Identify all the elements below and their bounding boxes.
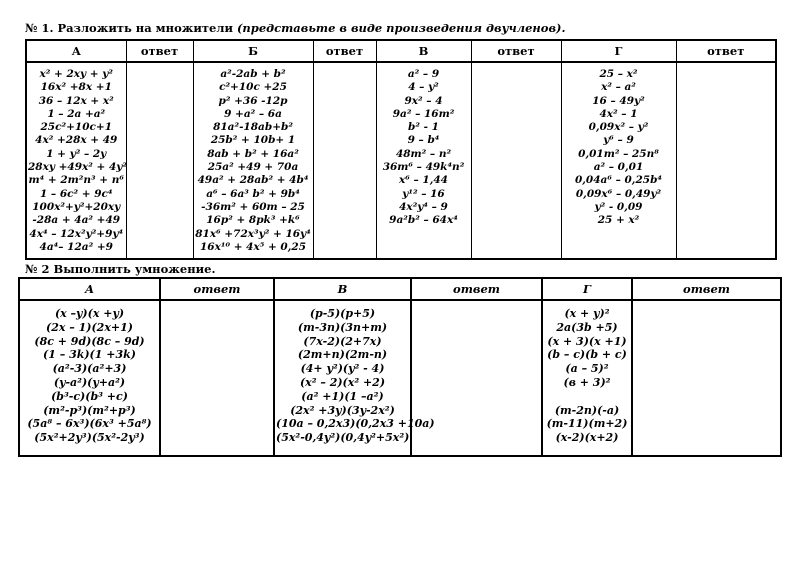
expression-line: m⁴ + 2m²n³ + n⁶ xyxy=(28,174,124,187)
expression-line: (a² +1)(1 –a²) xyxy=(301,389,384,403)
table1-answer-cell-b xyxy=(313,62,376,259)
table1-header-v: В xyxy=(376,40,471,62)
table2-header-a: А xyxy=(19,278,160,300)
expression-line: (p-5)(p+5) xyxy=(309,307,376,320)
expression-line: 4x² +28x + 49 xyxy=(35,134,118,147)
expression-line: 81x⁶ +72x³y² + 16y⁴ xyxy=(195,227,311,240)
table1-header-answer-b: ответ xyxy=(313,40,376,62)
table1-header-a: А xyxy=(26,40,126,62)
expression-line: (a²-3)(a²+3) xyxy=(52,362,127,376)
expression-line: 9a²b² – 64x⁴ xyxy=(389,214,458,227)
expression-line: 9a² – 16m² xyxy=(392,107,455,120)
expression-line: y¹² – 16 xyxy=(402,187,445,200)
expression-line: (8c + 9d)(8c – 9d) xyxy=(34,334,145,348)
expression-line: (a – 5)² xyxy=(565,362,609,376)
expression-line: 81a²-18ab+b² xyxy=(213,121,293,134)
expression-line: 28xy +49x² + 4y² xyxy=(28,161,128,174)
table2-header-v: В xyxy=(274,278,411,300)
expression-line: x⁶ – 1,44 xyxy=(399,174,448,187)
expression-line: b² - 1 xyxy=(408,121,439,134)
expression-line: 0,09x² – y² xyxy=(588,121,649,134)
expression-line: p² +36 -12p xyxy=(218,94,288,107)
expression-line: (2x² +3y)(3y-2x²) xyxy=(290,403,395,417)
table2-header-answer-a: ответ xyxy=(160,278,274,300)
table1-cell-a xyxy=(26,62,126,259)
expression-line: 16x² +8x +1 xyxy=(40,81,112,94)
expression-line: (в + 3)² xyxy=(563,375,611,389)
expression-line: 1 – 2a +a² xyxy=(47,107,106,120)
expression-line: 1 – 6c² + 9c⁴ xyxy=(39,187,113,200)
expression-line: 4x⁴ – 12x²y²+9y⁴ xyxy=(29,227,124,240)
table1-header-row xyxy=(26,40,776,62)
table2-answer-cell-v xyxy=(411,300,542,456)
expression-line: 25a² +49 + 70a xyxy=(207,161,299,174)
table1-cell-b xyxy=(193,62,313,259)
expression-line: (x –y)(x +y) xyxy=(54,307,125,320)
table2-cell-v xyxy=(274,300,435,456)
expression-line: 2a(3b +5) xyxy=(556,320,618,334)
table1-cell-v xyxy=(376,62,471,259)
exercise1-table xyxy=(25,39,777,260)
table1-header-g: Г xyxy=(561,40,676,62)
expression-line: (m-3n)(3n+m) xyxy=(297,320,388,334)
expression-line: 9 +a² – 6a xyxy=(224,107,282,120)
expression-line: 9x² – 4 xyxy=(404,94,443,107)
expression-line: 16p² + 8pk³ +k⁶ xyxy=(206,214,300,227)
expression-line: 4x² – 1 xyxy=(599,107,638,120)
expression-line: 100x²+y²+20xy xyxy=(32,200,121,213)
table2-header-answer-g: ответ xyxy=(632,278,781,300)
expression-line: 0,09x⁶ – 0,49y² xyxy=(575,187,662,200)
expression-line: -28a + 4a² +49 xyxy=(32,214,121,227)
table1-answer-cell-v xyxy=(471,62,561,259)
expression-line: (5a⁸ – 6x³)(6x³ +5a⁸) xyxy=(27,417,152,431)
table2-body-row xyxy=(19,300,781,456)
expression-line: -36m² + 60m – 25 xyxy=(201,200,305,213)
expression-line: (y-a²)(y+a²) xyxy=(53,375,126,389)
table1-header-answer-g: ответ xyxy=(676,40,776,62)
expression-line: 36 – 12x + x² xyxy=(38,94,114,107)
expression-line: 4x²y⁴ – 9 xyxy=(399,200,448,213)
expression-line: y² - 0,09 xyxy=(594,200,643,213)
expression-line: 1 + y² – 2y xyxy=(46,147,107,160)
table1-answer-cell-a xyxy=(126,62,193,259)
table1-header-b: Б xyxy=(193,40,313,62)
expression-line: 0,04a⁶ – 0,25b⁴ xyxy=(574,174,663,187)
expression-line: x² – a² xyxy=(601,81,636,94)
expression-line: (m-11)(m+2) xyxy=(546,417,628,431)
expression-line: 4a⁴– 12a² +9 xyxy=(39,240,113,253)
table2-cell-g xyxy=(542,300,632,456)
expression-line: 0,01m² – 25n⁸ xyxy=(578,147,659,160)
table1-body-row xyxy=(26,62,776,259)
expression-line: (2x – 1)(2x+1) xyxy=(46,320,133,334)
expression-line: (5x²-0,4y²)(0,4y²+5x²) xyxy=(276,431,410,445)
table2-answer-cell-a xyxy=(160,300,274,456)
exercise1-title-note: (представьте в виде произведения двучленов). xyxy=(236,21,566,35)
expression-line xyxy=(544,390,630,404)
expression-line: 8ab + b² + 16a² xyxy=(207,147,299,160)
expression-line: x² + 2xy + y² xyxy=(39,68,113,80)
exercise2-title: № 2 Выполнить умножение. xyxy=(25,262,216,276)
expression-line: (b – c)(b + c) xyxy=(547,348,627,362)
expression-line: (1 – 3k)(1 +3k) xyxy=(43,348,136,362)
expression-line: c²+10c +25 xyxy=(219,81,287,94)
exercise1-title-main: № 1. Разложить на множители xyxy=(25,21,237,35)
exercise2-table xyxy=(18,277,782,457)
expression-line: y⁶ – 9 xyxy=(603,134,634,147)
expression-line: (x-2)(x+2) xyxy=(555,431,619,445)
expression-line: 25 + x² xyxy=(597,214,640,227)
expression-line: (10a – 0,2x3)(0,2x3 +10a) xyxy=(276,417,435,431)
expression-line: (x² – 2)(x² +2) xyxy=(299,375,386,389)
table2-header-row xyxy=(19,278,781,300)
expression-line: 25 – x² xyxy=(599,68,638,80)
expression-line: 36m⁶ – 49k⁴n² xyxy=(382,161,465,174)
table1-header-answer-v: ответ xyxy=(471,40,561,62)
expression-line: 9 – b⁴ xyxy=(407,134,440,147)
expression-line: (m²-p³)(m²+p³) xyxy=(43,403,136,417)
expression-line: a⁶ – 6a³ b² + 9b⁴ xyxy=(206,187,300,200)
table1-header-answer-a: ответ xyxy=(126,40,193,62)
table2-answer-cell-g xyxy=(632,300,781,456)
table2-header-answer-v: ответ xyxy=(411,278,542,300)
expression-line: 16x¹⁰ + 4x⁵ + 0,25 xyxy=(199,240,307,253)
expression-line: (5x²+2y³)(5x²-2y³) xyxy=(34,431,145,445)
expression-line: 25b² + 10b+ 1 xyxy=(210,134,296,147)
expression-line: 4 – y² xyxy=(408,81,439,94)
expression-line: a² – 9 xyxy=(407,68,440,80)
expression-line: 25c²+10c+1 xyxy=(40,121,112,134)
expression-line: (2m+n)(2m-n) xyxy=(297,348,388,362)
expression-line: (4+ y²)(y² - 4) xyxy=(300,362,385,376)
expression-line: (x + 3)(x +1) xyxy=(547,334,627,348)
exercise1-title xyxy=(25,21,565,35)
expression-line: (x + y)² xyxy=(564,307,610,320)
table2-cell-a xyxy=(19,300,160,456)
table1-cell-g xyxy=(561,62,676,259)
expression-line: 16 – 49y² xyxy=(592,94,645,107)
expression-line: a²-2ab + b² xyxy=(220,68,286,80)
expression-line: (m-2n)(-a) xyxy=(554,403,620,417)
table1-answer-cell-g xyxy=(676,62,776,259)
expression-line: (b³-c)(b³ +c) xyxy=(51,389,128,403)
expression-line: a² – 0,01 xyxy=(593,161,644,174)
expression-line: 49a² + 28ab² + 4b⁴ xyxy=(197,174,309,187)
expression-line: 48m² – n² xyxy=(395,147,452,160)
expression-line: (7x-2)(2+7x) xyxy=(303,334,382,348)
table2-header-g: Г xyxy=(542,278,632,300)
